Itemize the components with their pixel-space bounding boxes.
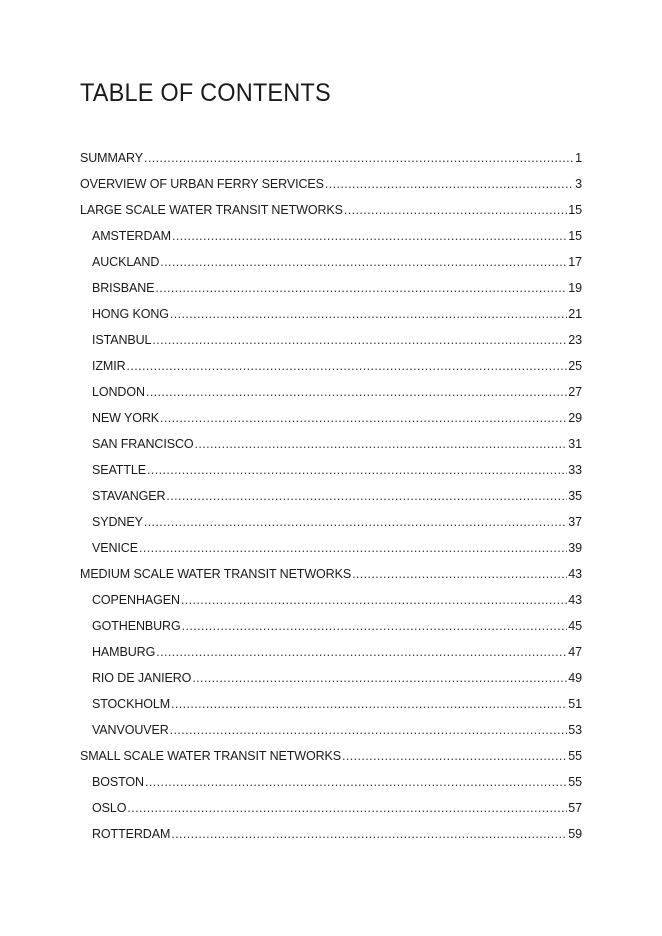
toc-page-number: 15 — [568, 229, 582, 243]
toc-dot-leader — [344, 197, 567, 223]
toc-dot-leader — [127, 795, 567, 821]
toc-entry[interactable] — [80, 535, 582, 561]
toc-dot-leader — [192, 665, 567, 691]
toc-dot-leader — [145, 769, 567, 795]
toc-entry[interactable] — [80, 223, 582, 249]
toc-dot-leader — [139, 535, 567, 561]
toc-entry-label: OSLO — [92, 801, 127, 815]
toc-entry[interactable] — [80, 691, 582, 717]
toc-entry-label: BRISBANE — [92, 281, 155, 295]
toc-dot-leader — [160, 249, 567, 275]
toc-entry[interactable] — [80, 483, 582, 509]
toc-entry-label: SEATTLE — [92, 463, 146, 477]
toc-page-number: 23 — [568, 333, 582, 347]
toc-entry-label: BOSTON — [92, 775, 144, 789]
toc-entry[interactable] — [80, 431, 582, 457]
toc-entry-label: SAN FRANCISCO — [92, 437, 194, 451]
toc-entry[interactable] — [80, 379, 582, 405]
toc-entry-label: SUMMARY — [80, 151, 143, 165]
toc-dot-leader — [166, 483, 567, 509]
toc-entry-label: MEDIUM SCALE WATER TRANSIT NETWORKS — [80, 567, 352, 581]
toc-dot-leader — [144, 145, 574, 171]
toc-page-number: 35 — [568, 489, 582, 503]
toc-page-number: 59 — [568, 827, 582, 841]
toc-page-number: 1 — [575, 151, 582, 165]
toc-page-number: 29 — [568, 411, 582, 425]
toc-page-number: 27 — [568, 385, 582, 399]
toc-entry[interactable] — [80, 353, 582, 379]
toc-dot-leader — [182, 613, 568, 639]
toc-page-number: 55 — [568, 775, 582, 789]
page-title: TABLE OF CONTENTS — [80, 79, 331, 107]
toc-entry[interactable] — [80, 249, 582, 275]
toc-entry[interactable] — [80, 327, 582, 353]
toc-page-number: 21 — [568, 307, 582, 321]
toc-entry[interactable] — [80, 301, 582, 327]
toc-dot-leader — [144, 509, 567, 535]
toc-entry-label: RIO DE JANIERO — [92, 671, 192, 685]
toc-dot-leader — [170, 301, 567, 327]
toc-entry[interactable] — [80, 613, 582, 639]
toc-entry-label: GOTHENBURG — [92, 619, 181, 633]
toc-entry[interactable] — [80, 509, 582, 535]
toc-dot-leader — [152, 327, 567, 353]
toc-entry-label: LONDON — [92, 385, 145, 399]
toc-entry[interactable] — [80, 275, 582, 301]
toc-entry-label: NEW YORK — [92, 411, 160, 425]
toc-entry-label: IZMIR — [92, 359, 126, 373]
toc-dot-leader — [146, 379, 567, 405]
toc-entry-label: HAMBURG — [92, 645, 156, 659]
toc-page-number: 43 — [568, 567, 582, 581]
toc-dot-leader — [160, 405, 567, 431]
toc-entry-label: AMSTERDAM — [92, 229, 171, 243]
toc-entry[interactable] — [80, 561, 582, 587]
toc-dot-leader — [127, 353, 568, 379]
toc-entry[interactable] — [80, 171, 582, 197]
toc-page-number: 55 — [568, 749, 582, 763]
toc-entry[interactable] — [80, 197, 582, 223]
toc-entry-label: ROTTERDAM — [92, 827, 171, 841]
toc-page-number: 17 — [568, 255, 582, 269]
toc-page-number: 33 — [568, 463, 582, 477]
toc-page-number: 37 — [568, 515, 582, 529]
toc-page-number: 43 — [568, 593, 582, 607]
toc-page-number: 39 — [568, 541, 582, 555]
toc-entry-label: LARGE SCALE WATER TRANSIT NETWORKS — [80, 203, 343, 217]
toc-dot-leader — [195, 431, 568, 457]
toc-dot-leader — [171, 821, 567, 847]
toc-page-number: 51 — [568, 697, 582, 711]
toc-dot-leader — [156, 639, 567, 665]
toc-page-number: 53 — [568, 723, 582, 737]
toc-entry-label: STAVANGER — [92, 489, 166, 503]
toc-dot-leader — [172, 223, 567, 249]
toc-entry[interactable] — [80, 717, 582, 743]
toc-page-number: 45 — [568, 619, 582, 633]
toc-dot-leader — [170, 717, 568, 743]
toc-page-number: 15 — [568, 203, 582, 217]
toc-entry-label: SMALL SCALE WATER TRANSIT NETWORKS — [80, 749, 341, 763]
toc-page-number: 19 — [568, 281, 582, 295]
toc-entry[interactable] — [80, 795, 582, 821]
toc-entry-label: AUCKLAND — [92, 255, 160, 269]
toc-list — [80, 145, 582, 847]
toc-entry-label: VANVOUVER — [92, 723, 169, 737]
toc-page-number: 3 — [575, 177, 582, 191]
toc-entry-label: SYDNEY — [92, 515, 143, 529]
toc-entry[interactable] — [80, 743, 582, 769]
toc-entry[interactable] — [80, 587, 582, 613]
toc-dot-leader — [155, 275, 567, 301]
toc-entry[interactable] — [80, 457, 582, 483]
toc-dot-leader — [352, 561, 567, 587]
toc-entry-label: COPENHAGEN — [92, 593, 180, 607]
toc-entry-label: STOCKHOLM — [92, 697, 171, 711]
toc-entry-label: ISTANBUL — [92, 333, 152, 347]
toc-page-number: 25 — [568, 359, 582, 373]
toc-page-number: 49 — [568, 671, 582, 685]
toc-entry[interactable] — [80, 405, 582, 431]
toc-entry[interactable] — [80, 821, 582, 847]
toc-entry-label: OVERVIEW OF URBAN FERRY SERVICES — [80, 177, 324, 191]
toc-dot-leader — [181, 587, 567, 613]
toc-dot-leader — [342, 743, 567, 769]
toc-dot-leader — [325, 171, 574, 197]
toc-entry[interactable] — [80, 639, 582, 665]
toc-entry[interactable] — [80, 769, 582, 795]
toc-page-number: 31 — [568, 437, 582, 451]
toc-entry[interactable] — [80, 145, 582, 171]
toc-dot-leader — [171, 691, 567, 717]
toc-dot-leader — [147, 457, 567, 483]
toc-entry[interactable] — [80, 665, 582, 691]
toc-page-number: 47 — [568, 645, 582, 659]
toc-entry-label: VENICE — [92, 541, 138, 555]
toc-entry-label: HONG KONG — [92, 307, 169, 321]
toc-page-number: 57 — [568, 801, 582, 815]
